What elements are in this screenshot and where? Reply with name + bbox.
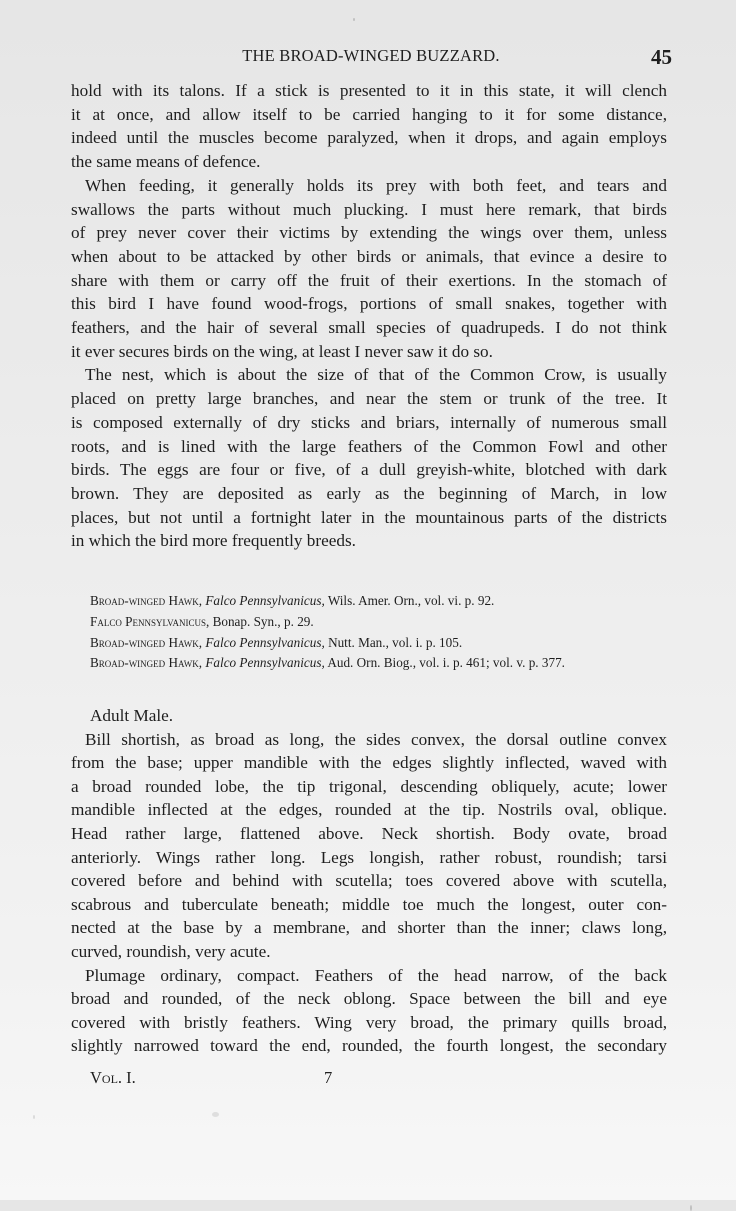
paragraph-line: When feeding, it generally holds its prey with both feet, and tears and — [85, 175, 667, 195]
paragraph-line: curved, roundish, very acute. — [71, 941, 271, 961]
paragraph-line: nected at the base by a membrane, and shorter than the inner; claws long, — [71, 918, 667, 938]
synonym-reference: Aud. Orn. Biog., vol. i. p. 461; vol. v. p. 377. — [327, 655, 565, 671]
paragraph-line: swallows the parts without much plucking. I must here remark, that birds — [71, 199, 667, 219]
paragraph-line: share with them or carry off the fruit of their exertions. In the stomach of — [71, 270, 667, 290]
synonym-name: Broad-winged Hawk, — [90, 634, 203, 650]
synonym-name: Broad-winged Hawk, — [90, 593, 203, 608]
paragraph-line: The nest, which is about the size of that of the Common Crow, is usually — [85, 365, 667, 385]
synonym-entry — [90, 612, 680, 633]
paragraph-line: it at once, and allow itself to be carried hanging to it for some distance, — [71, 104, 667, 124]
paragraph-line: a broad rounded lobe, the tip trigonal, descending obliquely, acute; lower — [71, 776, 667, 796]
body-text — [71, 79, 667, 553]
paragraph-line: broad and rounded, of the neck oblong. Space between the bill and eye — [71, 989, 667, 1009]
paragraph-line: when about to be attacked by other birds or animals, that evince a desire to — [71, 246, 667, 266]
paper-speck — [690, 1205, 692, 1211]
paragraph-line: is composed externally of dry sticks and briars, internally of numerous small — [71, 412, 667, 432]
synonym-entry — [90, 591, 680, 612]
paragraph-line: birds. The eggs are four or five, of a dull greyish-white, blotched with dark — [71, 460, 667, 480]
paragraph-line: hold with its talons. If a stick is presented to it in this state, it will clench — [71, 81, 667, 100]
paragraph-line: anteriorly. Wings rather long. Legs longish, rather robust, roundish; tarsi — [71, 847, 667, 867]
paragraph-line: the same means of defence. — [71, 152, 261, 172]
synonym-latin: Falco Pennsylvanicus, — [205, 593, 325, 608]
paragraph-line: it ever secures birds on the wing, at least I never saw it do so. — [71, 341, 493, 361]
paragraph-line: Plumage ordinary, compact. Feathers of the head narrow, of the back — [85, 965, 667, 985]
paragraph-line: Bill shortish, as broad as long, the sides convex, the dorsal outline convex — [85, 729, 667, 749]
paragraph-line: from the base; upper mandible with the edges slightly inflected, waved with — [71, 753, 667, 773]
paragraph-line: brown. They are deposited as early as the beginning of March, in low — [71, 483, 667, 503]
synonym-name: Falco Pennsylvanicus, — [90, 613, 210, 629]
paragraph-line: scabrous and tuberculate beneath; middle toe much the longest, outer con- — [71, 894, 667, 914]
synonym-reference: Bonap. Syn., p. 29. — [212, 613, 314, 629]
paragraph-line: indeed until the muscles become paralyzed, when it drops, and again employs — [71, 128, 667, 148]
synonym-name: Broad-winged Hawk, — [90, 655, 203, 671]
synonymy-list — [90, 591, 680, 674]
paragraph-line: places, but not until a fortnight later in the mountainous parts of the districts — [71, 507, 667, 527]
paragraph-line: this bird I have found wood-frogs, portions of small snakes, together with — [71, 294, 667, 314]
signature-mark: 7 — [324, 1068, 333, 1087]
paragraph-line: roots, and is lined with the large feathers of the Common Fowl and other — [71, 436, 667, 456]
paragraph-line: covered with bristly feathers. Wing very broad, the primary quills broad, — [71, 1012, 667, 1032]
description-text — [71, 704, 667, 1058]
paragraph-line: mandible inflected at the edges, rounded at the tip. Nostrils oval, oblique. — [71, 800, 667, 820]
paragraph-line: of prey never cover their victims by extending the wings over them, unless — [71, 223, 667, 243]
page-number: 45 — [651, 45, 672, 69]
paragraph-line: slightly narrowed toward the end, rounded, the fourth longest, the secondary — [71, 1036, 667, 1056]
running-title: THE BROAD-WINGED BUZZARD. — [242, 46, 500, 65]
synonym-entry — [90, 633, 680, 654]
volume-label: Vol. I. — [90, 1068, 136, 1087]
synonym-latin: Falco Pennsylvanicus, — [205, 655, 325, 671]
description-heading: Adult Male. — [90, 706, 174, 725]
synonym-reference: Wils. Amer. Orn., vol. vi. p. 92. — [327, 593, 495, 608]
paragraph-line: feathers, and the hair of several small species of quadrupeds. I do not think — [71, 318, 667, 338]
synonym-latin: Falco Pennsylvanicus, — [205, 634, 325, 650]
paper-speck — [33, 1115, 35, 1119]
synonym-reference: Nutt. Man., vol. i. p. 105. — [328, 634, 463, 650]
synonym-entry — [90, 653, 680, 674]
paragraph-line: Head rather large, flattened above. Neck shortish. Body ovate, broad — [71, 823, 667, 843]
paragraph-line: in which the bird more frequently breeds. — [71, 531, 356, 551]
paragraph-line: covered before and behind with scutella; toes covered above with scutella, — [71, 871, 667, 891]
paper-speck — [212, 1112, 219, 1117]
paragraph-line: placed on pretty large branches, and near the stem or trunk of the tree. It — [71, 389, 667, 409]
running-head — [71, 45, 672, 76]
paper-speck — [353, 18, 355, 21]
